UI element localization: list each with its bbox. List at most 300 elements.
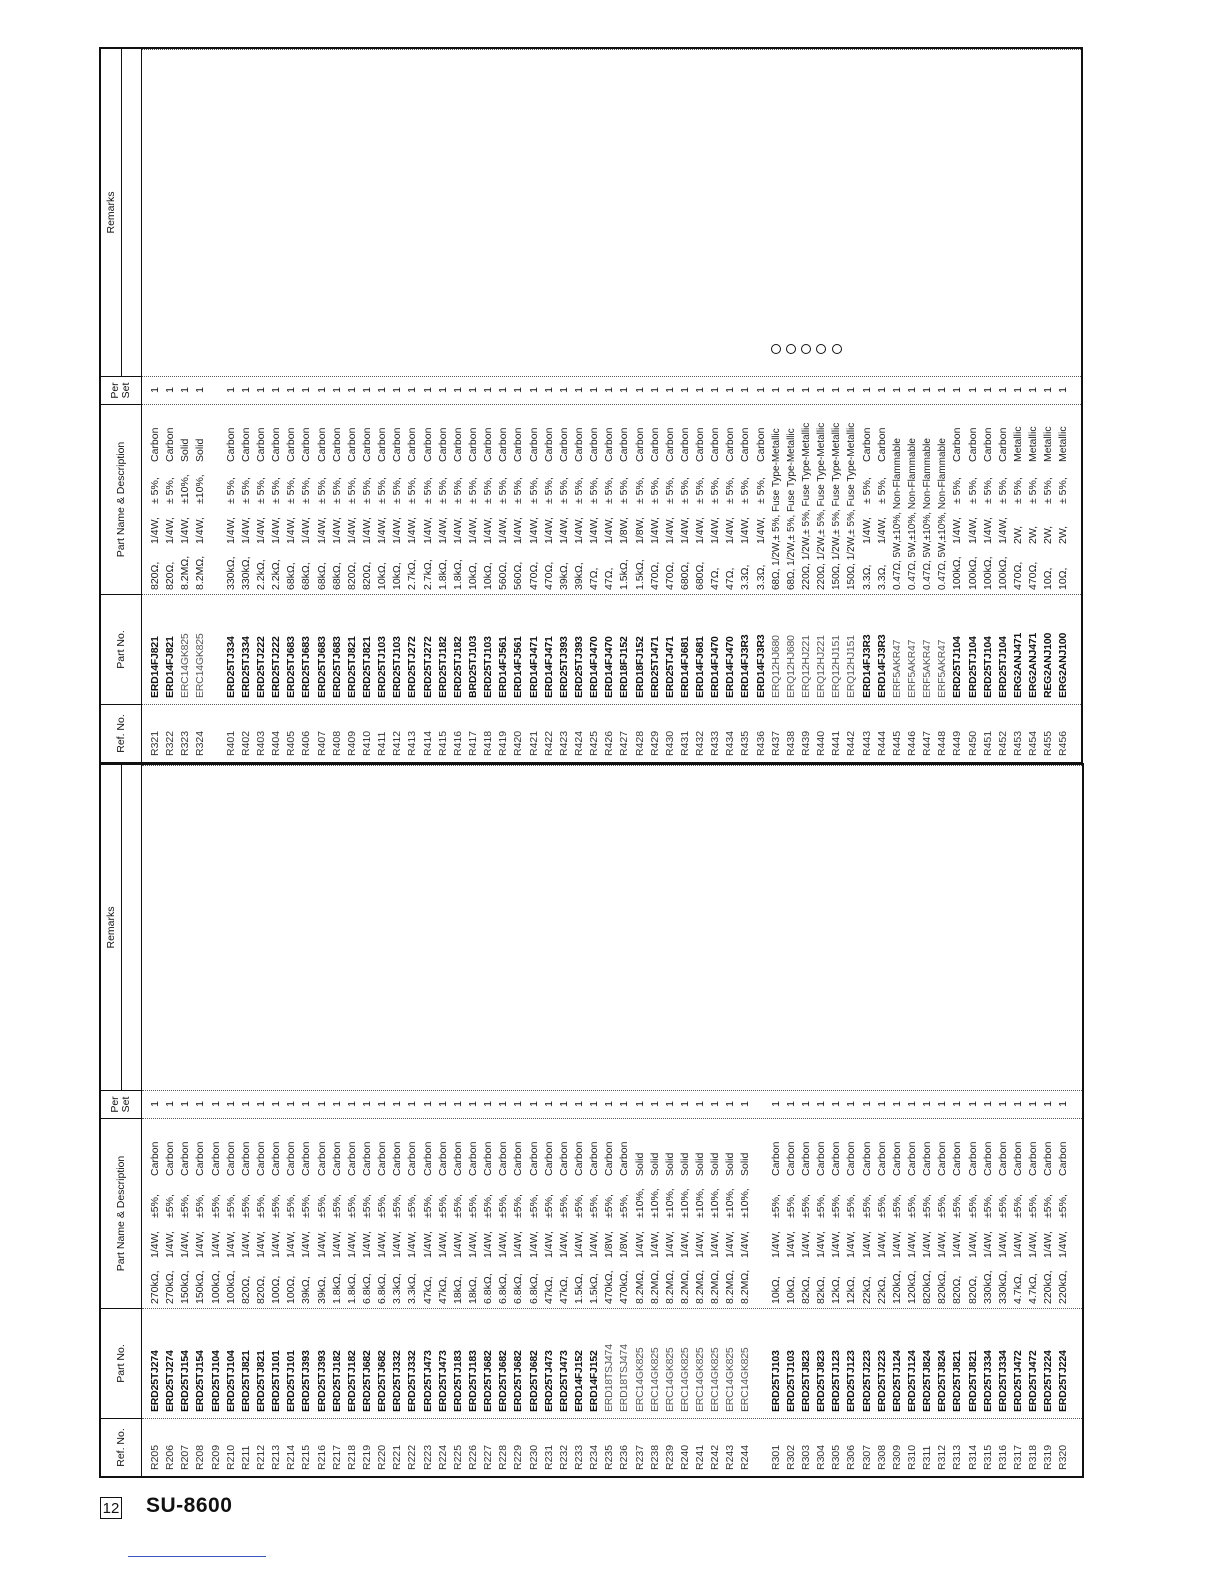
type-cell: Carbon [981,427,994,462]
remarks-cell [163,49,178,376]
type-cell: Carbon [1042,1141,1055,1176]
value-cell: 820kΩ, [936,1270,949,1304]
per-set-cell: 1 [572,387,585,393]
value-cell: 8.2MΩ, [724,1269,737,1304]
ref-no-cell: R219 [360,1444,373,1470]
value-cell: 470kΩ, [603,1270,616,1304]
remarks-cell [511,49,526,376]
wattage-cell: 1/4W, [890,1231,903,1258]
tolerance-cell: ± 5%, [633,477,646,504]
type-cell: Carbon [436,1141,449,1176]
part-no-cell: ERD14FJ681 [694,636,707,698]
ref-no-cell: R205 [149,1444,161,1470]
type-cell: Carbon [966,1141,979,1176]
ref-no-cell: R418 [482,730,495,756]
per-set-cell: 1 [1027,1101,1040,1107]
table-row [844,49,859,762]
per-set-cell: 1 [663,387,676,393]
per-set-cell: 1 [497,1101,510,1107]
type-cell: Carbon [512,427,525,462]
ref-no-cell: R411 [376,731,389,756]
ref-no-cell: R310 [906,1444,919,1470]
header-part-name: Part Name & Description [101,404,141,594]
table-row [769,765,784,1476]
type-cell: Metallic [1012,426,1025,462]
per-set-cell: 1 [769,387,782,393]
tolerance-cell: ± 5%, [254,477,267,504]
part-no-cell: ERD25TJ334 [981,1350,994,1412]
remarks-cell [860,765,875,1090]
table-row [254,765,269,1476]
tolerance-cell: ±5%, [482,1194,495,1218]
value-cell: 10kΩ, [466,562,479,590]
per-set-cell: 1 [784,1101,797,1107]
value-cell: 10Ω, [1042,567,1055,590]
value-cell: 1.8kΩ, [345,1273,358,1304]
ref-no-cell: R419 [497,730,510,756]
value-cell: 2.2kΩ, [254,559,267,590]
wattage-cell: 1/4W, [482,517,495,544]
per-set-cell: 1 [179,387,192,393]
safety-circle-icon [801,344,811,354]
ref-no-cell: R218 [345,1444,358,1470]
table-row [860,765,875,1476]
table-row [193,765,208,1476]
table-row [950,765,965,1476]
ref-no-cell: R440 [815,730,828,756]
wattage-cell: 1/4W, [951,1231,964,1258]
value-cell: 68kΩ, [315,562,328,590]
remarks-cell [829,49,844,376]
part-no-cell: ERD25TJ393 [315,1350,328,1412]
tolerance-cell: ± 5%, [1027,477,1040,504]
type-cell: Carbon [239,427,252,462]
wattage-cell: 1/4W, [179,517,192,544]
part-no-cell: ERD25TJ124 [906,1350,919,1412]
table-row [436,765,451,1476]
ref-no-cell: R244 [739,1444,752,1470]
remarks-cell [421,765,436,1090]
value-cell: 10kΩ, [391,562,404,590]
tolerance-cell: ±5%, [421,1194,434,1218]
value-cell: 4.7kΩ, [1027,1273,1040,1304]
per-set-cell: 1 [739,387,752,393]
remarks-cell [920,765,935,1090]
remarks-cell [330,765,345,1090]
table-row [1056,49,1071,762]
table-row [966,765,981,1476]
per-set-cell: 1 [633,1101,646,1107]
tolerance-cell: ± 5%, [149,477,161,504]
part-no-cell: ERD25TJ471 [663,636,676,698]
table-row [784,765,799,1476]
table-row [451,765,466,1476]
type-cell: Carbon [360,427,373,462]
table-row [935,49,950,762]
table-row [602,49,617,762]
ref-no-cell: R304 [815,1444,828,1470]
part-no-cell: ERD25TJ821 [254,1350,267,1412]
table-row [708,765,723,1476]
remarks-cell [829,765,844,1090]
header-ref-no: Ref. No. [101,1418,141,1476]
per-set-cell: 1 [330,387,343,393]
wattage-cell: 1/4W, [981,1231,994,1258]
value-cell: 330kΩ, [224,556,237,590]
per-set-cell: 1 [830,387,843,393]
ref-no-cell: R301 [769,1444,782,1470]
type-cell: Carbon [966,427,979,462]
part-no-cell: ERD25TJ224 [1042,1350,1055,1412]
part-no-cell: ERD25TJ183 [466,1350,479,1412]
type-cell: Carbon [194,1141,207,1176]
per-set-cell: 1 [360,1101,373,1107]
table-row [527,765,542,1476]
ref-no-cell: R241 [694,1444,707,1470]
ref-no-cell: R439 [800,730,813,756]
type-cell: Carbon [936,1141,949,1176]
table-row [315,765,330,1476]
description-cell: 0.47Ω, 5W,±10%, Non-Flammable [937,438,949,590]
tolerance-cell: ± 5%, [603,477,616,504]
table-row [966,49,981,762]
part-no-cell: ERD25TJ682 [512,1350,525,1412]
ref-no-cell: R226 [466,1444,479,1470]
part-no-cell: ERD25TJ821 [239,1350,252,1412]
type-cell: Carbon [512,1141,525,1176]
value-cell: 8.2MΩ, [179,555,192,590]
parts-table-right [99,47,1083,764]
part-no-cell: ERD25TJ222 [270,636,283,698]
wattage-cell: 1/4W, [694,1231,707,1258]
table-row [163,49,178,762]
wattage-cell: 1/4W, [406,517,419,544]
ref-no-cell: R221 [391,1444,404,1470]
remarks-cell [557,765,572,1090]
per-set-cell: 1 [406,387,419,393]
part-no-cell: ERD14FJ470 [603,636,616,698]
part-no-cell: ERD25TJ471 [648,636,661,698]
part-no-cell: ERQ12HJ151 [845,635,858,698]
part-no-cell: ERD14FJ3R3 [875,634,888,698]
table-row [935,765,950,1476]
per-set-cell: 1 [512,387,525,393]
ref-no-cell: R320 [1057,1444,1070,1470]
table-row [390,49,405,762]
ref-no-cell: R313 [951,1444,964,1470]
part-no-cell: ERD25TJ272 [406,636,419,698]
remarks-cell [905,49,920,376]
value-cell: 1.8kΩ, [436,559,449,590]
part-no-cell: ERD25TJ332 [391,1350,404,1412]
tolerance-cell: ± 5%, [1012,477,1025,504]
tolerance-cell: ± 5%, [724,477,737,504]
part-no-cell: ERD25TJ682 [376,1350,389,1412]
per-set-cell: 1 [406,1101,419,1107]
ref-no-cell: R307 [860,1444,873,1470]
value-cell: 150kΩ, [179,1270,192,1304]
wattage-cell: 1/4W, [254,517,267,544]
part-no-cell: ERD14FJ3R3 [754,634,767,698]
ref-no-cell: R227 [482,1444,495,1470]
ref-no-cell: R453 [1012,730,1025,756]
tolerance-cell: ± 5%, [981,477,994,504]
wattage-cell: 1/4W, [376,1231,389,1258]
value-cell: 39kΩ, [572,562,585,590]
value-cell: 820kΩ, [921,1270,934,1304]
tolerance-cell: ±5%, [406,1194,419,1218]
per-set-cell: 1 [618,387,631,393]
tolerance-cell: ±5%, [936,1194,949,1218]
table-row [269,765,284,1476]
ref-no-cell: R233 [572,1444,585,1470]
per-set-cell: 1 [800,387,813,393]
table-row [163,765,178,1476]
header-remarks-label: Remarks [101,765,122,1090]
per-set-cell: 1 [618,1101,631,1107]
table-row [1041,765,1056,1476]
wattage-cell: 1/4W, [300,1231,313,1258]
ref-no-cell: R302 [784,1444,797,1470]
per-set-cell: 1 [996,1101,1009,1107]
table-row [754,49,769,762]
wattage-cell: 1/4W, [709,517,722,544]
wattage-cell: 1/4W, [466,517,479,544]
tolerance-cell: ±10%, [724,1188,737,1218]
remarks-cell [1041,765,1056,1090]
value-cell: 220kΩ, [1042,1270,1055,1304]
wattage-cell: 1/4W, [209,1231,222,1258]
type-cell: Carbon [285,427,298,462]
remarks-cell [557,49,572,376]
value-cell: 1.8kΩ, [451,559,464,590]
ref-no-cell: R240 [678,1444,691,1470]
ref-no-cell: R405 [285,730,298,756]
remarks-cell [542,49,557,376]
value-cell: 270kΩ, [149,1270,161,1304]
type-cell: Carbon [270,427,283,462]
wattage-cell: 1/4W, [512,517,525,544]
table-row [557,765,572,1476]
remarks-cell [890,49,905,376]
part-no-cell: ERD25TJ473 [421,1350,434,1412]
table-row [421,765,436,1476]
remarks-cell [996,49,1011,376]
wattage-cell: 1/4W, [315,517,328,544]
tolerance-cell: ± 5%, [1042,477,1055,504]
remarks-cell [799,49,814,376]
remarks-cell [163,765,178,1090]
remarks-cell [602,49,617,376]
type-cell: Carbon [1012,1141,1025,1176]
part-no-cell: ERD25TJ821 [951,1350,964,1412]
type-cell: Carbon [300,1141,313,1176]
remarks-cell [738,765,753,1090]
type-cell: Carbon [149,1141,161,1176]
type-cell: Carbon [1027,1141,1040,1176]
part-no-cell: ERD25TJ104 [224,1350,237,1412]
type-cell: Carbon [224,427,237,462]
remarks-cell [345,49,360,376]
ref-no-cell: R415 [436,730,449,756]
wattage-cell: 1/4W, [391,517,404,544]
table-row [451,49,466,762]
ref-no-cell: R447 [921,730,934,756]
remarks-cell [436,765,451,1090]
part-no-cell: ERC14GK825 [194,633,207,698]
table-row [284,49,299,762]
table-row [239,765,254,1476]
part-no-cell: ERD25TJ682 [527,1350,540,1412]
part-no-cell: ERG2ANJ471 [1027,632,1040,698]
value-cell: 120kΩ, [890,1270,903,1304]
type-cell: Carbon [572,427,585,462]
type-cell: Solid [194,438,207,462]
per-set-cell: 1 [285,1101,298,1107]
value-cell: 8.2MΩ, [633,1269,646,1304]
wattage-cell: 1/4W, [694,517,707,544]
remarks-cell [572,765,587,1090]
table-row [920,49,935,762]
wattage-cell: 1/4W, [921,1231,934,1258]
value-cell: 10kΩ, [769,1276,782,1304]
wattage-cell: 2W, [1057,525,1070,544]
per-set-cell: 1 [739,1101,752,1107]
wattage-cell: 1/4W, [1012,1231,1025,1258]
wattage-cell: 1/4W, [572,1231,585,1258]
per-set-cell: 1 [270,1101,283,1107]
per-set-cell: 1 [376,387,389,393]
tolerance-cell: ±5%, [512,1194,525,1218]
remarks-cell [875,765,890,1090]
ref-no-cell: R443 [860,730,873,756]
value-cell: 18kΩ, [466,1276,479,1304]
part-no-cell: ERD18FJ152 [618,636,631,698]
per-set-cell: 1 [800,1101,813,1107]
remarks-cell [224,49,239,376]
per-set-cell: 1 [527,1101,540,1107]
part-no-cell: ERD14FJ561 [497,636,510,698]
ref-no-cell: R444 [875,730,888,756]
value-cell: 1.5kΩ, [572,1273,585,1304]
type-cell: Carbon [300,427,313,462]
value-cell: 10kΩ, [482,562,495,590]
value-cell: 8.2MΩ, [709,1269,722,1304]
remarks-cell [315,765,330,1090]
wattage-cell: 1/4W, [421,517,434,544]
type-cell: Carbon [588,1141,601,1176]
ref-no-cell: R410 [360,730,373,756]
per-set-cell: 1 [981,1101,994,1107]
per-set-cell: 1 [724,1101,737,1107]
per-set-cell: 1 [436,1101,449,1107]
remarks-cell [678,49,693,376]
description-cell: 150Ω, 1/2W,± 5%, Fuse Type-Metallic [846,422,858,590]
wattage-cell: 1/4W, [451,517,464,544]
part-no-cell: ERD25TJ182 [436,636,449,698]
table-row [224,765,239,1476]
remarks-cell [421,49,436,376]
value-cell: 3.3Ω, [860,564,873,590]
description-cell: 68Ω, 1/2W,± 5%, Fuse Type-Metallic [785,428,797,590]
ref-no-cell: R401 [224,730,237,756]
per-set-cell: 1 [936,1101,949,1107]
value-cell: 820Ω, [966,1275,979,1304]
wattage-cell: 1/4W, [1027,1231,1040,1258]
part-no-cell: ERD25TJ682 [497,1350,510,1412]
per-set-cell: 1 [815,1101,828,1107]
wattage-cell: 1/4W, [330,517,343,544]
safety-circle-icon [832,344,842,354]
remarks-cell [935,765,950,1090]
value-cell: 470kΩ, [618,1270,631,1304]
type-cell: Solid [648,1152,661,1176]
remarks-cell [193,49,208,376]
type-cell: Carbon [951,427,964,462]
tolerance-cell: ± 5%, [376,477,389,504]
wattage-cell: 1/4W, [633,1231,646,1258]
wattage-cell: 1/4W, [466,1231,479,1258]
wattage-cell: 1/4W, [239,1231,252,1258]
tolerance-cell: ± 5%, [678,477,691,504]
tolerance-cell: ±5%, [254,1194,267,1218]
type-cell: Carbon [209,1141,222,1176]
table-row [330,765,345,1476]
wattage-cell: 1/4W, [527,1231,540,1258]
tolerance-cell: ±10%, [739,1188,752,1218]
wattage-cell: 1/4W, [906,1231,919,1258]
table-row [829,765,844,1476]
part-no-cell: ERD25TJ334 [996,1350,1009,1412]
tolerance-cell: ±5%, [179,1194,192,1218]
remarks-cell [284,49,299,376]
part-no-cell: ERD25TJ821 [966,1350,979,1412]
remarks-cell [587,765,602,1090]
ref-no-cell: R308 [875,1444,888,1470]
type-cell: Carbon [179,1141,192,1176]
remarks-cell [799,765,814,1090]
remarks-cell [996,765,1011,1090]
part-no-cell: ERC14GK825 [694,1347,707,1412]
per-set-cell: 1 [315,387,328,393]
wattage-cell: 2W, [1027,525,1040,544]
tolerance-cell: ±5%, [830,1194,843,1218]
per-set-cell: 1 [678,387,691,393]
type-cell: Carbon [996,427,1009,462]
value-cell: 47Ω, [588,567,601,590]
remarks-cell [481,49,496,376]
type-cell: Carbon [678,427,691,462]
remarks-cell [572,49,587,376]
tolerance-cell: ±5%, [784,1194,797,1218]
type-cell: Carbon [436,427,449,462]
tolerance-cell: ±5%, [618,1194,631,1218]
part-no-cell: BRD25TJ103 [466,635,479,698]
value-cell: 68kΩ, [300,562,313,590]
part-no-cell: ERG2ANJ100 [1057,632,1070,698]
value-cell: 220kΩ, [1057,1270,1070,1304]
type-cell: Carbon [724,427,737,462]
wattage-cell: 1/4W, [739,517,752,544]
ref-no-cell: R321 [149,730,161,756]
remarks-cell [466,765,481,1090]
per-set-cell: 1 [451,1101,464,1107]
table-row [542,49,557,762]
ref-no-cell: R452 [996,730,1009,756]
wattage-cell: 1/4W, [800,1231,813,1258]
part-no-cell: ERD25TJ222 [254,636,267,698]
ref-no-cell: R242 [709,1444,722,1470]
